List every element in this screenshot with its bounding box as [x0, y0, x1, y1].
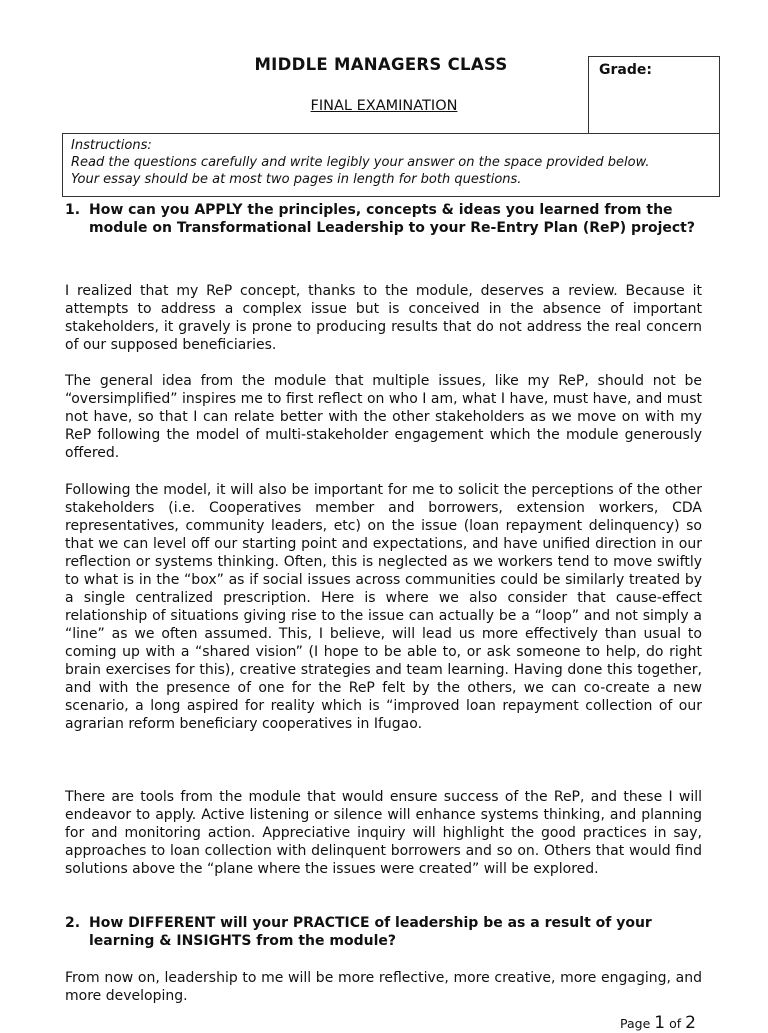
question-2 — [65, 914, 715, 950]
question-2-number: 2. — [65, 915, 81, 931]
question-1-number: 1. — [65, 202, 81, 218]
instructions-line-1: Read the questions carefully and write legibly your answer on the space provided below. — [71, 155, 650, 170]
answer-1-paragraph-2: The general idea from the module that multiple issues, like my ReP, should not be “oversimplified” inspires me to first reflect on who I am, what I have, must have, and must not have, so that I can relate better with the other stakeholders as we move on with my ReP following the model of multi-stakeholder engagement which the module generously offered. — [65, 373, 702, 461]
of-label: of — [669, 1016, 682, 1031]
page-current: 1 — [654, 1013, 666, 1033]
answer-1-paragraph-1: I realized that my ReP concept, thanks to the module, deserves a review. Because it attempts to address a complex issue but is conceived in the absence of important stakeholders, it gravely is prone to producing results that do not address the real concern of our supposed beneficiaries. — [65, 283, 702, 353]
question-1-text: How can you APPLY the principles, concepts & ideas you learned from the module on Transformational Leadership to your Re-Entry Plan (ReP) project? — [89, 202, 695, 236]
grade-box — [588, 56, 720, 134]
exam-subtitle: FINAL EXAMINATION — [310, 98, 458, 114]
instructions-line-2: Your essay should be at most two pages in length for both questions. — [71, 172, 522, 187]
answer-2-paragraph-1: From now on, leadership to me will be more reflective, more creative, more engaging, and more developing. — [65, 970, 702, 1004]
page-number — [620, 1013, 696, 1033]
answer-1-paragraph-4: There are tools from the module that would ensure success of the ReP, and these I will endeavor to apply. Active listening or silence will enhance systems thinking, and planning for and monitoring action. Appreciative inquiry will highlight the good practices in say, approaches to loan collection with delinquent borrowers and so on. Others that would find solutions above the “plane where the issues were created” will be explored. — [65, 789, 702, 877]
instructions-box — [62, 133, 720, 197]
page-label: Page — [620, 1016, 651, 1031]
answer-1-paragraph-3: Following the model, it will also be important for me to solicit the perceptions of the other stakeholders (i.e. Cooperatives member and borrowers, extension workers, CDA representatives, community leaders, etc) on the issue (loan repayment delinquency) so that we can level off our starting point and expectations, and have unified direction in our reflection or systems thinking. Often, this is neglected as we workers tend to move swiftly to what is in the “box” as if social issues across communities could be similarly treated by a single centralized prescription. Here is where we also consider that cause-effect relationship of situations giving rise to the issue can actually be a “loop” and not simply a “line” as we often assumed. This, I believe, will lead us more effectively than usual to coming up with a “shared vision” (I hope to be able to, or ask someone to help, do right brain exercises for this), creative strategies and team learning. Having done this together, and with the presence of one for the ReP felt by the others, we can co-create a new scenario, a long aspired for reality which is “improved loan repayment collection of our agrarian reform beneficiary cooperatives in Ifugao. — [65, 482, 702, 732]
page-total: 2 — [685, 1013, 696, 1033]
instructions-label: Instructions: — [71, 138, 152, 153]
grade-label: Grade: — [599, 62, 652, 78]
question-2-text: How DIFFERENT will your PRACTICE of leadership be as a result of your learning & INSIGHTS from the module? — [89, 915, 652, 949]
question-1 — [65, 201, 715, 237]
page-title: MIDDLE MANAGERS CLASS — [254, 55, 508, 74]
